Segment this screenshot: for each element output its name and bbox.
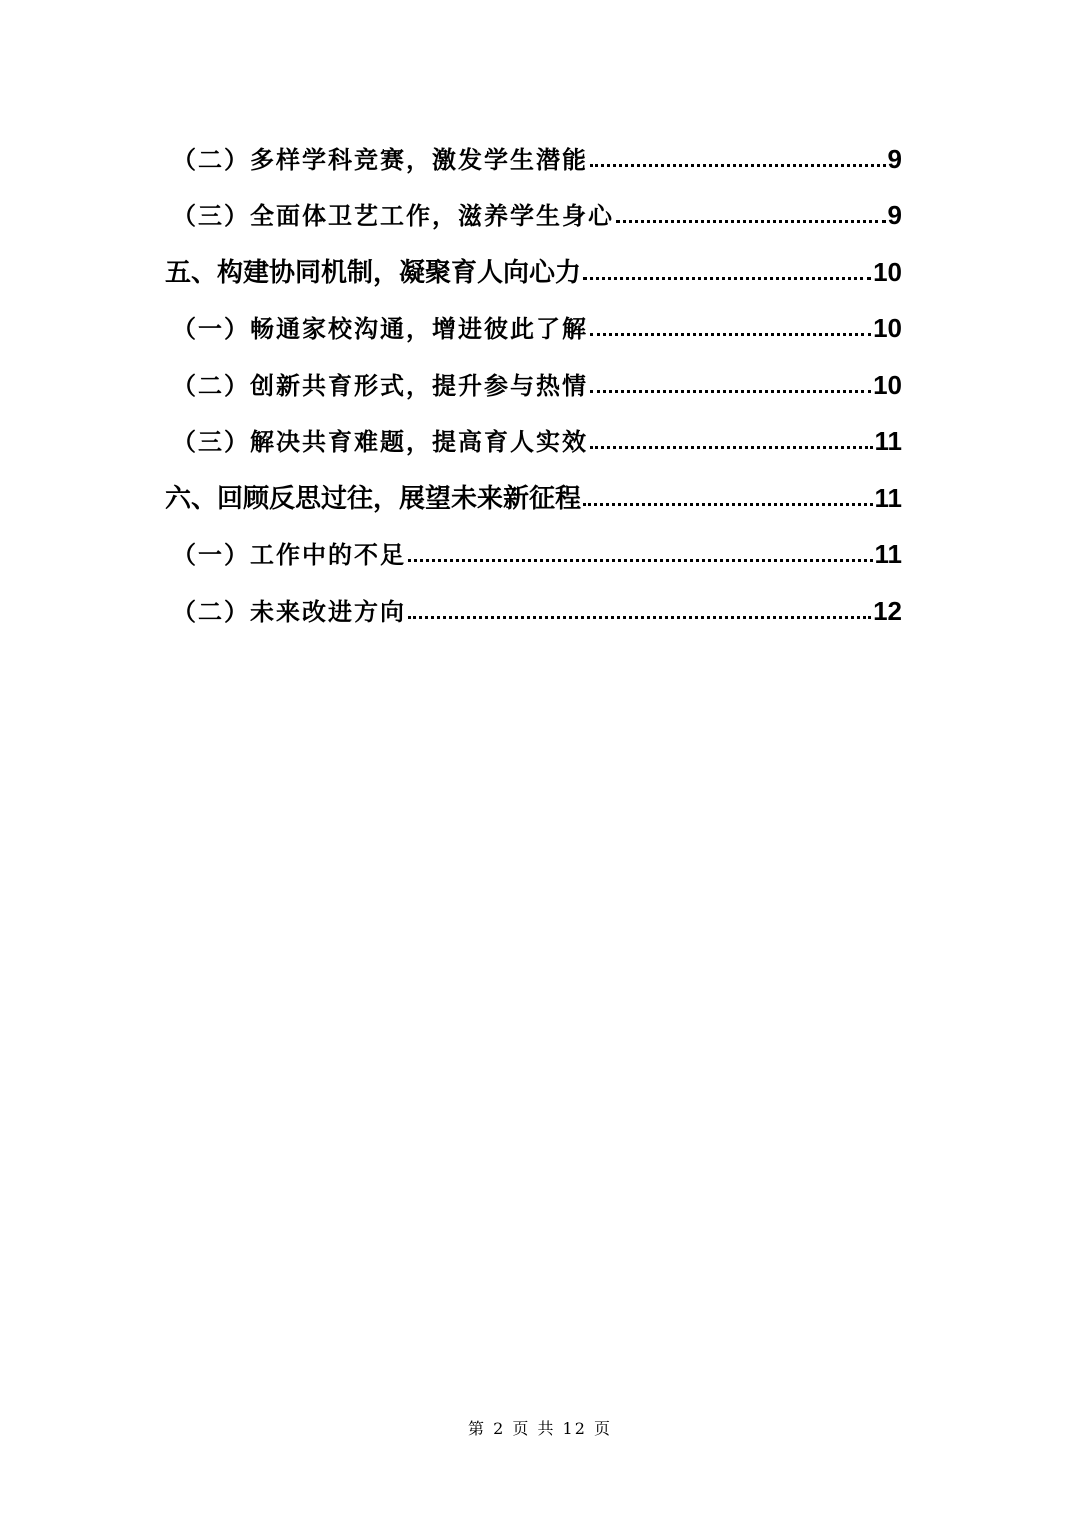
toc-dot-leader (583, 481, 872, 507)
toc-entry-title: （二）未来改进方向 (172, 598, 406, 626)
toc-entry-page: 9 (887, 200, 902, 230)
toc-entry-title: （三）全面体卫艺工作，滋养学生身心 (172, 202, 614, 230)
toc-entry-title: （三）解决共育难题，提高育人实效 (172, 428, 588, 456)
toc-entry-title: （一）工作中的不足 (172, 541, 406, 569)
toc-entry-page: 10 (873, 313, 902, 343)
toc-entry[interactable] (172, 366, 902, 406)
toc-dot-leader (590, 313, 871, 337)
toc-entry-page: 10 (873, 257, 902, 287)
toc-dot-leader (616, 200, 886, 224)
toc-entry[interactable] (172, 196, 902, 236)
toc-entry-page: 12 (873, 596, 902, 626)
toc-entry-page: 11 (874, 483, 902, 513)
toc-entry-title: 六、回顾反思过往，展望未来新征程 (165, 484, 582, 514)
toc-entry[interactable] (165, 478, 902, 518)
toc-entry-title: 五、构建协同机制，凝聚育人向心力 (165, 258, 582, 288)
toc-entry[interactable] (172, 140, 902, 180)
toc-entry-title: （一）畅通家校沟通，增进彼此了解 (172, 315, 588, 343)
toc-dot-leader (408, 539, 873, 563)
toc-dot-leader (590, 426, 873, 450)
toc-entry[interactable] (172, 592, 902, 632)
toc-entry-page: 10 (873, 370, 902, 400)
toc-entry-page: 9 (887, 144, 902, 174)
toc-dot-leader (590, 144, 886, 168)
toc-entry[interactable] (172, 309, 902, 349)
toc-entry-title: （二）创新共育形式，提升参与热情 (172, 372, 588, 400)
toc-entry[interactable] (172, 422, 902, 462)
toc-dot-leader (583, 255, 871, 281)
page-footer: 第 2 页 共 12 页 (468, 1419, 612, 1438)
toc-entry-page: 11 (874, 539, 902, 569)
toc-entry[interactable] (172, 535, 902, 575)
toc-entry[interactable] (165, 252, 902, 292)
toc-entry-page: 11 (874, 426, 902, 456)
toc-entry-title: （二）多样学科竞赛，激发学生潜能 (172, 146, 588, 174)
toc-dot-leader (408, 596, 871, 620)
toc-dot-leader (590, 370, 871, 394)
